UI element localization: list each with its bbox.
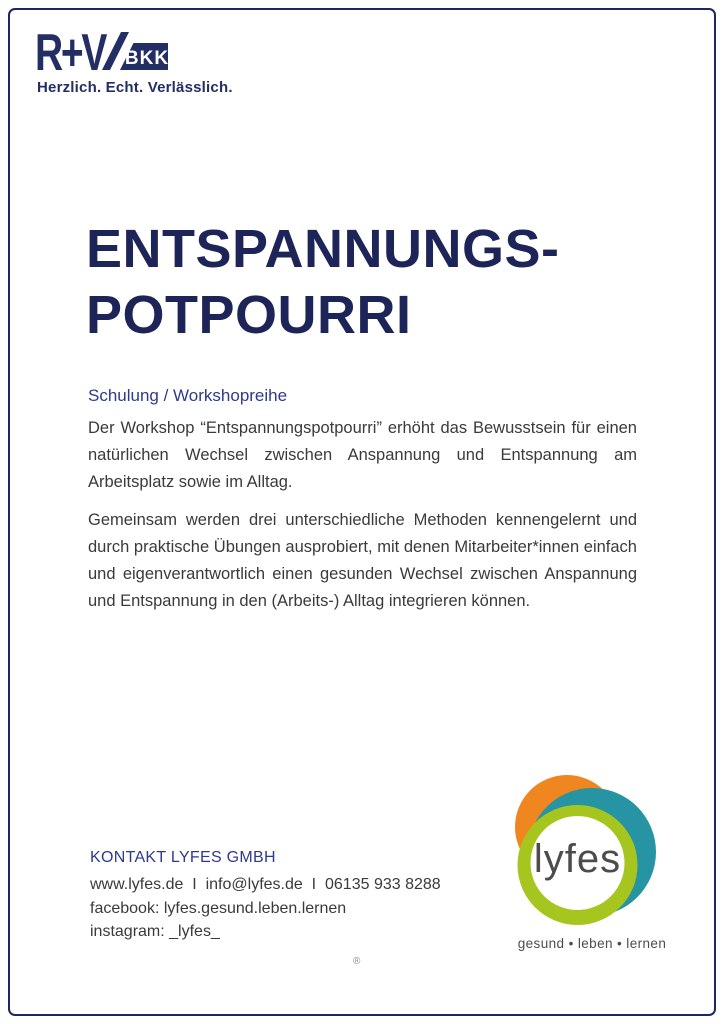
details-paragraph: Gemeinsam werden drei unterschiedliche Methoden kennengelernt und durch praktische Übungen ausprobiert, mit denen Mitarbeiter*innen einfach und eigenverantwortlich einen gesunden Wechsel zwischen Anspannung und Entspannung in den (Arbeits-) Alltag integrieren können. — [88, 511, 637, 610]
rv-bkk-brand — [35, 29, 233, 96]
rv-logo-text: R+V — [35, 29, 106, 73]
contact-web-email-phone: www.lyfes.de I info@lyfes.de I 06135 933 8288 — [90, 876, 441, 893]
registered-trademark-icon: ® — [353, 956, 361, 967]
rv-bkk-logo-icon — [35, 29, 170, 73]
category-label: Schulung / Workshopreihe — [88, 386, 288, 405]
page-title-line1: ENTSPANNUNGS- — [86, 219, 560, 279]
page-title-line2: POTPOURRI — [86, 285, 412, 345]
contact-heading: KONTAKT LYFES GMBH — [90, 849, 276, 866]
lyfes-logo — [505, 768, 680, 951]
lyfes-tagline: gesund • leben • lernen — [517, 936, 667, 951]
lyfes-logo-icon — [505, 768, 680, 943]
body-copy — [88, 386, 637, 615]
page-title — [86, 216, 560, 348]
brand-tagline: Herzlich. Echt. Verlässlich. — [37, 79, 233, 96]
contact-instagram: instagram: _lyfes_ — [90, 923, 220, 940]
contact-facebook: facebook: lyfes.gesund.leben.lernen — [90, 899, 347, 917]
lyfes-logo-text: lyfes — [533, 837, 622, 881]
contact-block — [90, 849, 441, 944]
bkk-logo-text: BKK — [124, 48, 170, 69]
intro-paragraph: Der Workshop “Entspannungspotpourri” erhöht das Bewusstsein für einen natürlichen Wechsel zwischen Anspannung und Entspannung am Arbeitsplatz sowie im Alltag. — [88, 419, 637, 491]
